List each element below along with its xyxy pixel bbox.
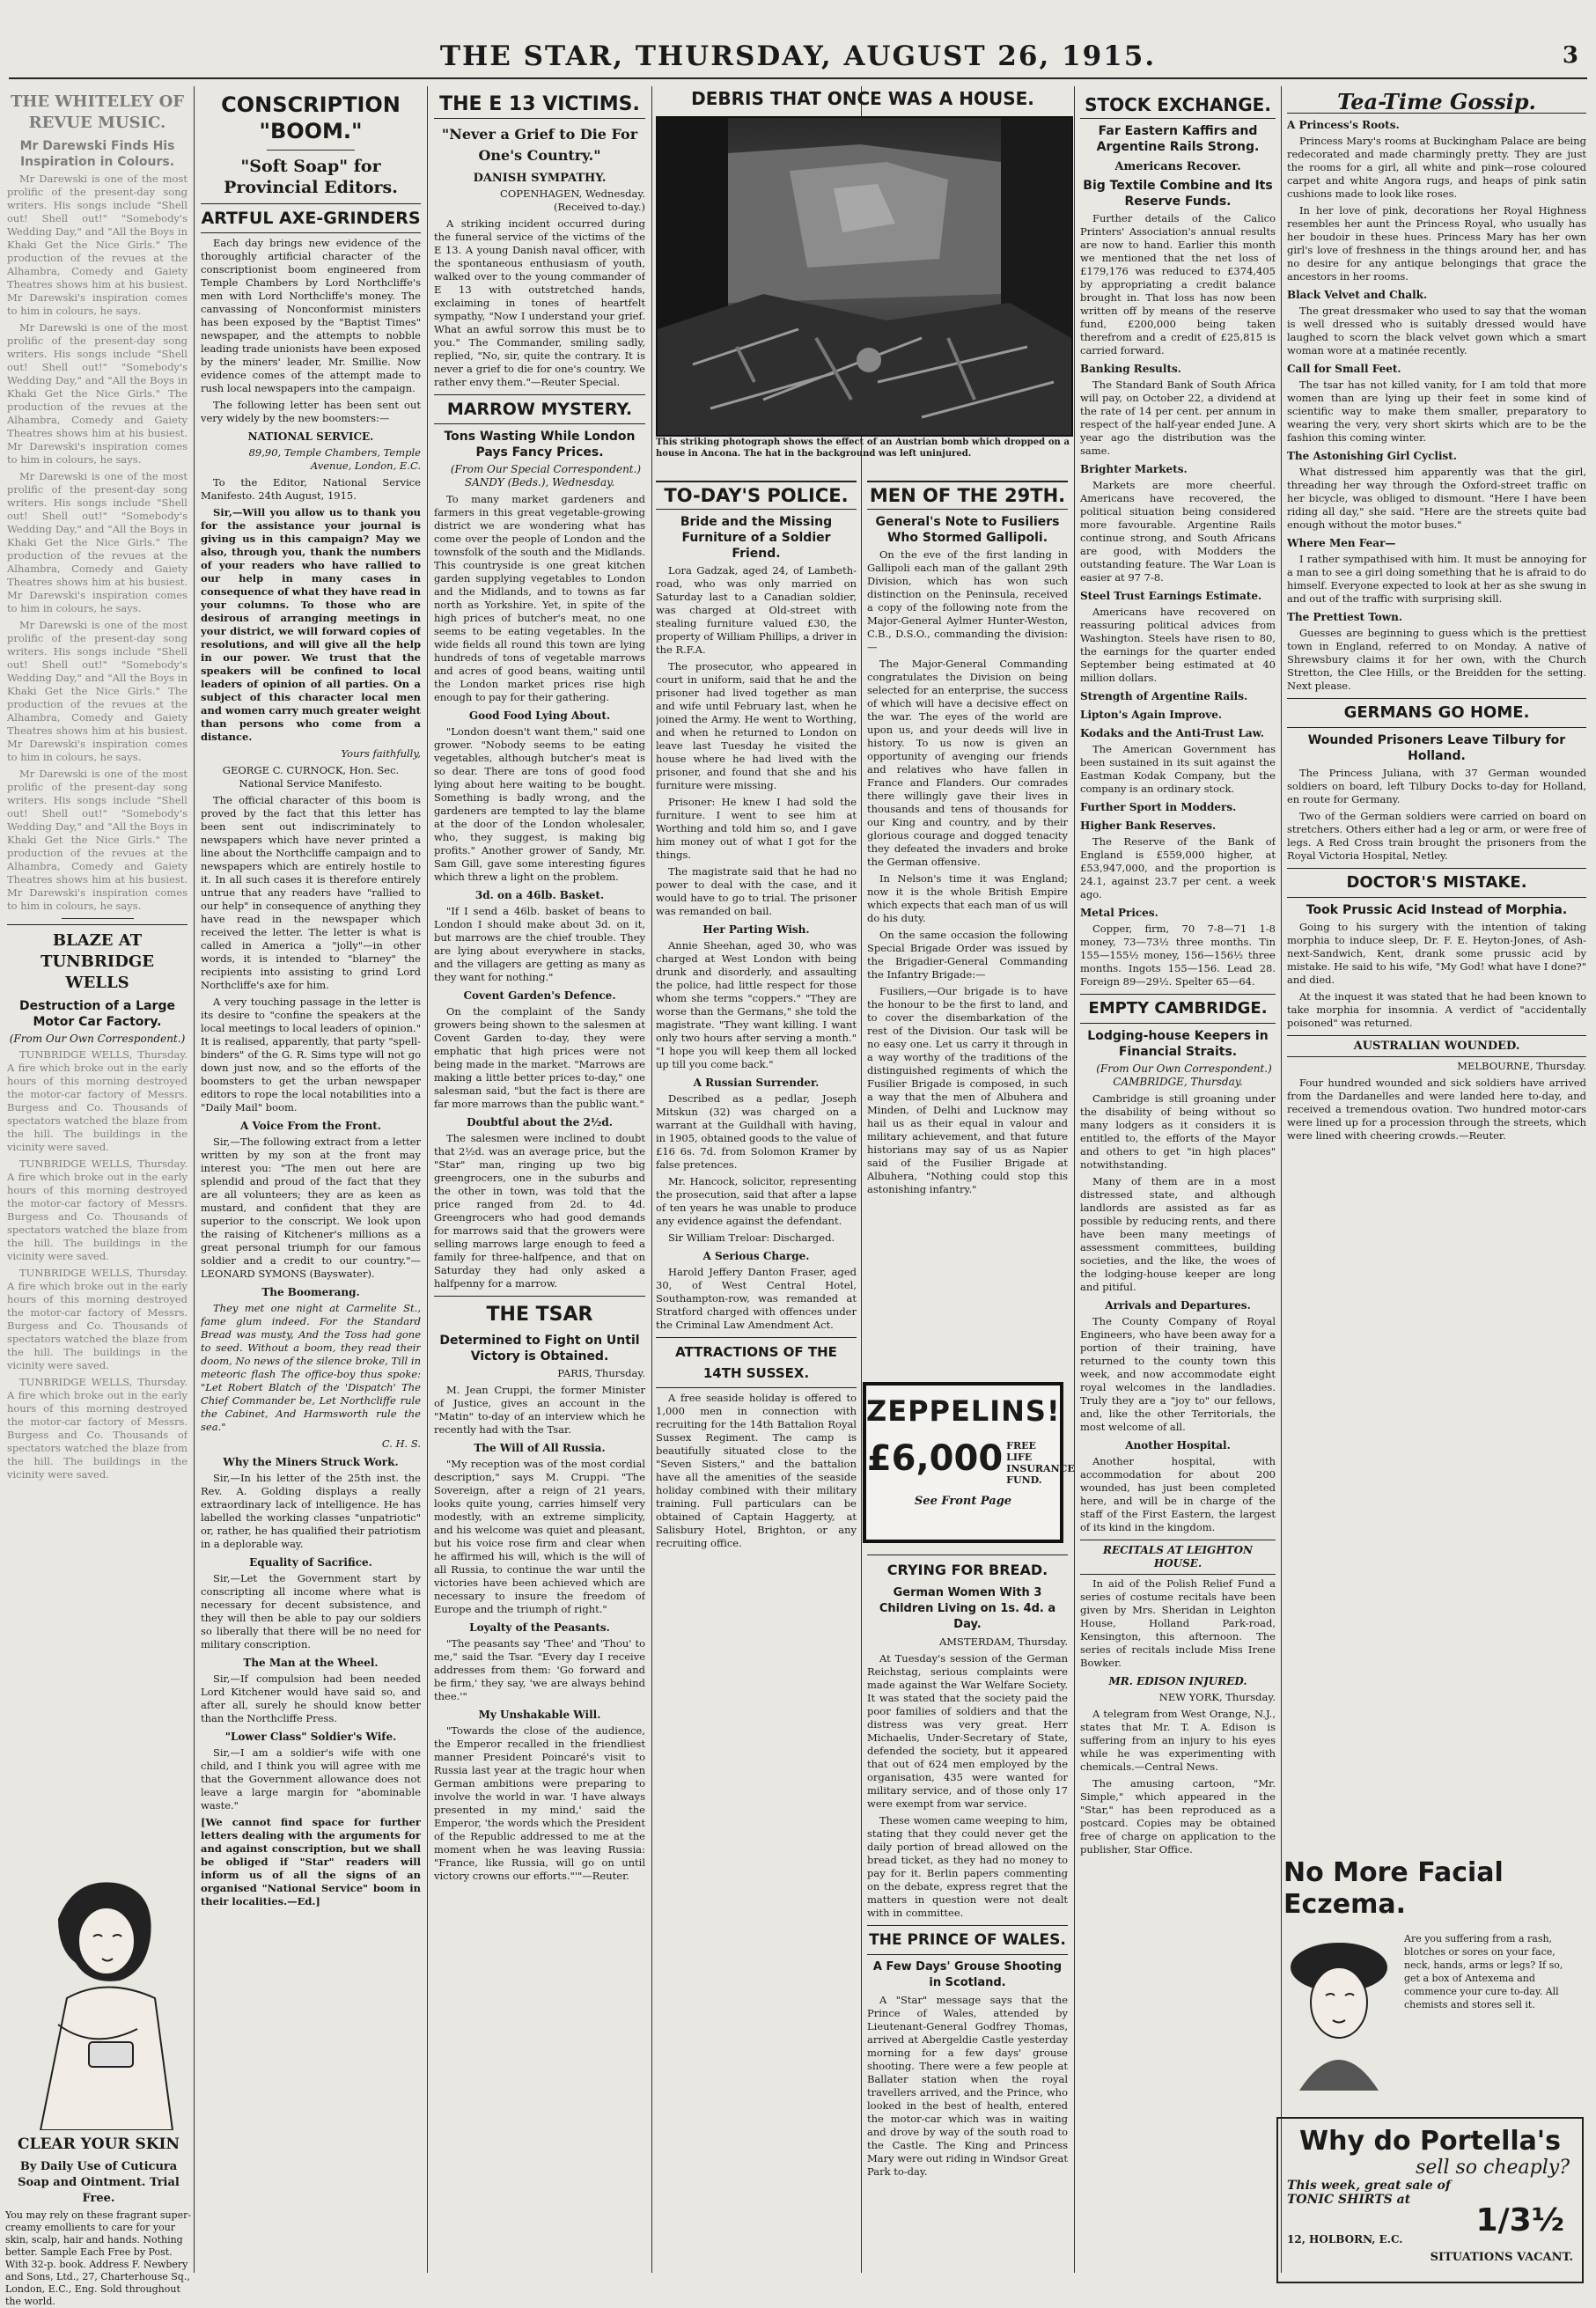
headline-bread: CRYING FOR BREAD.	[867, 1555, 1068, 1581]
section-heading: A Voice From the Front.	[239, 1120, 382, 1132]
column-rule	[194, 86, 195, 2273]
article-text: At the inquest it was stated that he had been known to take morphia for insomnia. A verdict of "accidentally poisoned" was returned.	[1287, 990, 1586, 1029]
newspaper-title: THE STAR, THURSDAY, AUGUST 26, 1915.	[439, 40, 1157, 72]
article-text: The Standard Bank of South Africa will pay, on October 22, a dividend at the rate of 14 per cent. per annum in respect of the half-year ended June. A year ago the distribution was the same.	[1080, 379, 1276, 457]
article-text: TUNBRIDGE WELLS, Thursday. A fire which broke out in the early hours of this morning destroyed the motor-car factory of Messrs. Burgess and Co. Thousands of spectators watched the blaze from the hill. The buildings in the vicinity were saved.	[7, 1158, 188, 1262]
section-heading: The Astonishing Girl Cyclist.	[1287, 450, 1457, 462]
article-text: The American Government has been sustained in its suit against the Eastman Kodak Company, but the company is an ordinary stock.	[1080, 743, 1276, 795]
article-text: A "Star" message says that the Prince of Wales, attended by Lieutenant-General Godfrey Thomas, arrived at Abergeldie Castle yesterday morning for a few days' grouse shooting. There were a few people at Ballater station when the royal travellers arrived, and the Prince, who looked in the best of health, entered the motor-car which was in waiting and drove by way of the south road to the Castle. The King and Princess Mary were out riding in Windsor Great Park to-day.	[867, 1994, 1068, 2178]
column-2	[201, 86, 421, 2269]
article-text: In aid of the Polish Relief Fund a series of costume recitals have been given by Mrs. Sheridan in Leighton House, Holland Park-road, Kensington, this afternoon. The series of recitals include Miss Irene Bowker.	[1080, 1577, 1276, 1669]
column-rule	[651, 86, 652, 2273]
subhead-lodging: Lodging-house Keepers in Financial Straits.	[1087, 1029, 1269, 1059]
subhead-soft-soap: "Soft Soap" for Provincial Editors.	[224, 157, 398, 197]
section-heading: Steel Trust Earnings Estimate.	[1080, 590, 1262, 602]
article-text: Each day brings new evidence of the thoroughly artificial character of the conscriptionist boom engineered from Temple Chambers by Lord Northcliffe's men with Lord Northcliffe's money. The canvassing of Nonconformist ministers has been exposed by the "Baptist Times" newspaper, and the attempts to nobble leading trade unionists have been exposed by the miners' leader, Mr. Smillie. Now evidence comes of the attempt made to rush local newspapers into the campaign.	[201, 237, 421, 394]
headline-e13: THE E 13 VICTIMS.	[434, 92, 645, 119]
article-text: Americans have recovered on reassuring political advices from Washington. Steels have risen to 80, the earnings for the quarter ended September being estimated at 40 million dollars.	[1080, 606, 1276, 684]
ad-headline: No More Facial Eczema.	[1283, 1857, 1504, 1920]
article-text: Mr Darewski is one of the most prolific of the present-day song writers. His songs include "Shell out! Shell out!" "Somebody's Wedding Day," and "All the Boys in Khaki Get the Nice Girls." The production of the revues at the Alhambra, Comedy and Gaiety Theatres shows him at his busiest. Mr Darewski's inspiration comes to him in colours, he says.	[7, 470, 188, 614]
ad-text: This week, great sale of TONIC SHIRTS at	[1287, 2179, 1451, 2207]
subhead-tilbury: Wounded Prisoners Leave Tilbury for Holland.	[1307, 733, 1566, 763]
headline-cambridge: EMPTY CAMBRIDGE.	[1080, 994, 1276, 1024]
headline-recitals: RECITALS AT LEIGHTON HOUSE.	[1080, 1540, 1276, 1575]
article-text: The magistrate said that he had no power to deal with the case, and it would have to go to trial. The prisoner was remanded on bail.	[656, 865, 857, 917]
article-text: Annie Sheehan, aged 30, who was charged at West London with being drunk and disorderly, and assaulting the police, had little respect for those whom she terms "coppers." "They are worse than the Germans," she told the magistrate. "They want killing. I want only two hours after serving a month." "I hope you will keep them all locked up till you come back."	[656, 939, 857, 1070]
subhead-textile: Big Textile Combine and Its Reserve Funds.	[1083, 179, 1273, 209]
section-heading: The Boomerang.	[261, 1286, 360, 1298]
column-7	[1287, 86, 1586, 1842]
article-text: In her love of pink, decorations her Royal Highness resembles her aunt the Princess Royal, who usually has her boudoir in these hues. Princess Mary has her own girl's love of freshness in the things around her, and has no desire for any antique belongings that grace the ancestors in her rooms.	[1287, 204, 1586, 283]
section-heading: "Lower Class" Soldier's Wife.	[224, 1731, 397, 1743]
article-text: Sir,—If compulsion had been needed Lord Kitchener would have said so, and after all, surely he should know better than the Northcliffe Press.	[201, 1672, 421, 1724]
headline-australian: AUSTRALIAN WOUNDED.	[1287, 1035, 1586, 1057]
subhead-tsar: Determined to Fight on Until Victory is Obtained.	[439, 1334, 640, 1363]
headline-doctor: DOCTOR'S MISTAKE.	[1287, 868, 1586, 898]
section-heading: A Princess's Roots.	[1287, 119, 1400, 131]
article-text: Mr. Hancock, solicitor, representing the prosecution, said that after a lapse of ten years he was unable to produce any evidence against the defendant.	[656, 1175, 857, 1227]
section-heading: Banking Results.	[1080, 363, 1181, 375]
letter-address: 89,90, Temple Chambers, Temple Avenue, London, E.C.	[248, 446, 421, 472]
zeppelin-insurance-ad	[863, 1382, 1075, 1543]
ad-headline: Why do Portella's	[1299, 2126, 1561, 2157]
section-heading: Equality of Sacrifice.	[249, 1556, 372, 1569]
debris-image	[658, 118, 1071, 435]
ad-headline: CLEAR YOUR SKIN	[17, 2135, 180, 2153]
section-heading: Covent Garden's Defence.	[463, 989, 616, 1002]
article-text: A striking incident occurred during the funeral service of the victims of the E 13. A young Danish naval officer, with the spontaneous enthusiasm of youth, walked over to the young commander of E 13 with outstretched hands, exclaiming in tones of heartfelt sympathy, "Now I understand your grief. What an awful sorrow this must be to you." The Commander, smiling sadly, replied, "No, sir, quite the contrary. It is never a grief to die for one's country. We rather envy them."—Reuter Special.	[434, 217, 645, 388]
section-heading: Metal Prices.	[1080, 907, 1158, 919]
ad-subhead: sell so cheaply?	[1416, 2157, 1570, 2179]
article-text: Guesses are beginning to guess which is the prettiest town in England, referred to on Monday. A native of Shrewsbury claims it for her own, with the Church Stretton, the Clee Hills, or the Breidden for the setting. Next please.	[1287, 627, 1586, 692]
subhead-marrow: Tons Wasting While London Pays Fancy Prices.	[444, 430, 636, 459]
article-text: Fusiliers,—Our brigade is to have the honour to be the first to land, and to cover the disembarkation of the rest of the Division. Our task will be no easy one. Let us carry it through in a way worthy of the traditions of the distinguished regiments of which the Fusilier Brigade is composed, in such a way that the men of Albuhera and Minden, of Delhi and Lucknow may hail us as their equal in valour and military achievement, and that future historians may say of us as Napier said of the Fusilier Brigade at Albuhera, "Nothing could stop this astonishing infantry."	[867, 985, 1068, 1195]
byline: (From Our Special Correspondent.) SANDY (Beds.), Wednesday.	[450, 463, 642, 489]
column-6	[1080, 86, 1276, 2269]
headline-29th: MEN OF THE 29TH.	[867, 481, 1068, 510]
headline-edison: MR. EDISON INJURED.	[1108, 1675, 1247, 1687]
article-text: The salesmen were inclined to doubt that 2½d. was an average price, but the "Star" man, ringing up two big greengrocers, one in the suburbs and the other in town, was told that the price ranged from 2d. to 4d. Greengrocers who had good demands for marrows said that the growers were selling marrows large enough to feed a family for three-halfpence, and that on Saturday they had only asked a halfpenny for a marrow.	[434, 1132, 645, 1290]
letter-heading: NATIONAL SERVICE.	[247, 430, 374, 443]
article-text: "The peasants say 'Thee' and 'Thou' to me," said the Tsar. "Every day I receive addresses from them: 'Go forward and be firm,' they say, 'we are always behind thee.'"	[434, 1637, 645, 1702]
portella-advertisement	[1276, 2117, 1584, 2283]
section-heading: Lipton's Again Improve.	[1080, 709, 1223, 721]
column-5-top	[867, 475, 1068, 1373]
headline-marrow: MARROW MYSTERY.	[434, 394, 645, 424]
article-text: At Tuesday's session of the German Reichstag, serious complaints were made against the War Welfare Society. It was stated that the society paid the poor families of soldiers and that the distress was very great. Herr Michaelis, Under-Secretary of State, defended the society, but it appeared that out of 624 men employed by the organisation, 435 were wanted for military service, and of those only 17 were exempt from war service.	[867, 1652, 1068, 1810]
dateline: PARIS, Thursday.	[557, 1367, 645, 1379]
section-heading: Another Hospital.	[1125, 1439, 1231, 1452]
headline-conscription: CONSCRIPTION "BOOM."	[221, 92, 401, 143]
article-text: Sir,—I am a soldier's wife with one child, and I think you will agree with me that the Government allowance does not leave a large margin for "abominable waste."	[201, 1746, 421, 1812]
article-text: Two of the German soldiers were carried on board on stretchers. Others either had a leg or arm, or were free of legs. A Red Cross train brought the prisoners from the Royal Victoria Hospital, Netley.	[1287, 810, 1586, 862]
section-heading: Arrivals and Departures.	[1105, 1299, 1251, 1312]
article-text: These women came weeping to him, stating that they could never get the daily portion of bread allowed on the bread ticket, as they had no money to pay for it. Berlin papers commenting on the debate, express regret that the matters in question were not dealt with in committee.	[867, 1814, 1068, 1919]
section-heading: My Unshakable Will.	[478, 1709, 601, 1721]
article-text: "London doesn't want them," said one grower. "Nobody seems to be eating vegetables, although butcher's meat is so dear. There are tons of good food lying about here waiting to be bought. Something is badly wrong, and the gardeners are tempted to lay the blame at the door of the London wholesaler, who, they suggest, is making big profits." Another grower of Sandy, Mr. Sam Gill, gave some interesting figures which threw a light on the problem.	[434, 725, 645, 883]
subhead-axe-grinders: ARTFUL AXE-GRINDERS	[201, 203, 421, 233]
article-text: On the complaint of the Sandy growers being shown to the salesmen at Covent Garden to-day, they were emphatic that high prices were not being made in the market. "Marrows are making a little better prices to-day," one salesman said, "but the fact is there are far more marrows than the public want."	[434, 1005, 645, 1110]
ad-fund-label: FREE LIFE INSURANCE FUND.	[1006, 1440, 1075, 1486]
headline-blaze: BLAZE AT TUNBRIDGE WELLS	[7, 924, 188, 994]
article-text: The following letter has been sent out very widely by the new boomsters:—	[201, 399, 421, 424]
ad-see-front-page: See Front Page	[914, 1495, 1012, 1508]
article-text: Mr Darewski is one of the most prolific of the present-day song writers. His songs include "Shell out! Shell out!" "Somebody's Wedding Day," and "All the Boys in Khaki Get the Nice Girls." The production of the revues at the Alhambra, Comedy and Gaiety Theatres shows him at his busiest. Mr Darewski's inspiration comes to him in colours, he says.	[7, 321, 188, 466]
column-5-bottom	[867, 1549, 1068, 2271]
divider	[62, 918, 134, 919]
article-text: Copper, firm, 70 7-8—71 1-8 money, 73—73½ three months. Tin 155—155½ money, 156—156½ three months. Ingots 155—156. Lead 28. Foreign 89—29½. Spelter 65—64.	[1080, 922, 1276, 988]
article-text: Another hospital, with accommodation for about 200 wounded, has just been completed here, and will be in charge of the staff of the First Eastern, the largest of its kind in the kingdom.	[1080, 1455, 1276, 1533]
debris-photograph	[656, 116, 1073, 437]
section-heading: Her Parting Wish.	[702, 923, 810, 936]
letter-body: Sir,—Will you allow us to thank you for the assistance your journal is giving us in this campaign? May we also, through you, thank the numbers of your readers who have rallied to our help in many cases in consequence of what they have read in your columns. To those who are desirous of arranging meetings in your district, we will forward copies of resolutions, and will give all the help in our power. We trust that the speakers will be confined to local leaders of opinion of all parties. On a subject of this character local men and women carry much greater weight than persons who come from a distance.	[201, 506, 421, 743]
dateline: MELBOURNE, Thursday.	[1457, 1060, 1586, 1072]
article-text: Described as a pedlar, Joseph Mitskun (32) was charged on a warrant at the Guildhall with having, in 1905, obtained goods to the value of £16 6s. 7d. from Solomon Kramer by false pretences.	[656, 1092, 857, 1171]
article-text: The Major-General Commanding congratulates the Division on being selected for an enterprise, the success of which will have a decisive effect on the war. The eyes of the world are upon us, and your deeds will live in history. To us now is given an opportunity of avenging our friends and relatives who have fallen in France and Flanders. Our comrades there willingly gave their lives in thousands and tens of thousands for our King and country, and by their glorious courage and dogged tenacity they defeated the invaders and broke the German offensive.	[867, 658, 1068, 868]
column-rule	[427, 86, 428, 2273]
subhead-fusiliers: General's Note to Fusiliers Who Stormed Gallipoli.	[875, 515, 1060, 545]
article-text: The tsar has not killed vanity, for I am told that more women than are lying up their feet in some kind of scientific way to make them smaller, preparatory to wearing the very, very short skirts which are to be the fashion this coming winter.	[1287, 379, 1586, 444]
headline-sussex: ATTRACTIONS OF THE 14TH SUSSEX.	[656, 1337, 857, 1388]
divider	[267, 150, 355, 151]
ad-amount: £6,000	[866, 1438, 1004, 1479]
article-text: Markets are more cheerful. Americans have recovered, the political situation being considered more favourable. Argentine Rails continue strong, and South Africans are good, with Modders the outstanding feature. The War Loan is easier at 97 7-8.	[1080, 479, 1276, 584]
section-heading: The Will of All Russia.	[474, 1442, 606, 1454]
section-heading: Call for Small Feet.	[1287, 363, 1401, 375]
article-text: Princess Mary's rooms at Buckingham Palace are being redecorated and made charmingly pretty. They are just the rooms for a girl, all white and pink—rose coloured carpet and white Angora rugs, and heaps of pink satin cushions made to look like roses.	[1287, 135, 1586, 200]
ad-price: 1/3½	[1475, 2202, 1564, 2238]
article-text: Mr Darewski is one of the most prolific of the present-day song writers. His songs include "Shell out! Shell out!" "Somebody's Wedding Day," and "All the Boys in Khaki Get the Nice Girls." The production of the revues at the Alhambra, Comedy and Gaiety Theatres shows him at his busiest. Mr Darewski's inspiration comes to him in colours, he says.	[7, 619, 188, 763]
section-heading: The Man at the Wheel.	[243, 1657, 379, 1669]
article-text: "If I send a 46lb. basket of beans to London I should make about 3d. on it, but marrows are the chief trouble. They are lying about everywhere in stacks, and the villagers are getting as many as they want for nothing."	[434, 905, 645, 983]
ad-address: 12, HOLBORN, E.C.	[1287, 2233, 1403, 2246]
article-text: A telegram from West Orange, N.J., states that Mr. T. A. Edison is suffering from an injury to his eyes while he was experimenting with chemicals.—Central News.	[1080, 1708, 1276, 1773]
article-text: Sir,—The following extract from a letter written by my son at the front may interest you: "The men out here are splendid and proud of the fact that they are all volunteers; they are as keen as mustard, and confident that they are superior to the conscript. We look upon the raising of Kitchener's millions as a great personal triumph for our famous soldier and a credit to our country."—LEONARD SYMONS (Bayswater).	[201, 1136, 421, 1280]
masthead	[0, 35, 1596, 79]
headline-police: TO-DAY'S POLICE.	[656, 481, 857, 510]
subhead-grouse: A Few Days' Grouse Shooting in Scotland.	[872, 1960, 1063, 1989]
subhead-americans: Americans Recover.	[1114, 160, 1241, 173]
article-text: To many market gardeners and farmers in this great vegetable-growing district we are wondering what has come over the people of London and the townsfolk of the south and the Midlands. This countryside is one great kitchen garden supplying vegetables to London and the Midlands, and to towns as far north as Yorkshire. Yet, in spite of the high prices of butcher's meat, no one seems to be eating vegetables. In the wide fields all round this town are lying hundreds of tons of vegetable marrows and acres of good beans, waiting until the London market prices rise high enough to pay for their gathering.	[434, 493, 645, 703]
dateline: COPENHAGEN, Wednesday. (Received to-day.)	[500, 187, 645, 213]
section-heading: A Serious Charge.	[702, 1250, 810, 1262]
subhead-danish: DANISH SYMPATHY.	[473, 172, 607, 185]
article-text: M. Jean Cruppi, the former Minister of Justice, gives an account in the "Matin" to-day of an interview which he recently had with the Tsar.	[434, 1384, 645, 1436]
article-text: Further details of the Calico Printers' Association's annual results are now to hand. Earlier this month we mentioned that the net loss of £179,176 was reduced to £374,405 by appropriating a credit balance brought in. That loss has now been written off by means of the reserve fund, £200,000 being taken therefrom and a credit of £25,815 is carried forward.	[1080, 212, 1276, 356]
section-heading: Higher Bank Reserves.	[1080, 820, 1217, 832]
subhead-german-women: German Women With 3 Children Living on 1s. 4d. a Day.	[879, 1586, 1056, 1631]
section-heading: Black Velvet and Chalk.	[1287, 289, 1428, 301]
dateline: AMSTERDAM, Thursday.	[938, 1635, 1068, 1648]
section-heading: Strength of Argentine Rails.	[1080, 690, 1248, 702]
column-1	[7, 86, 188, 1856]
photo-title: DEBRIS THAT ONCE WAS A HOUSE.	[691, 88, 1034, 109]
section-heading: Kodaks and the Anti-Trust Law.	[1080, 727, 1264, 739]
article-text: Sir,—In his letter of the 25th inst. the Rev. A. Golding displays a really extraordinary lack of intelligence. He has labelled the working classes "unpatriotic" or, rather, he has qualified their patriotism in a deplorable way.	[201, 1472, 421, 1550]
ad-subhead: By Daily Use of Cuticura Soap and Ointment. Trial Free.	[18, 2160, 180, 2205]
ad-text: Are you suffering from a rash, blotches or sores on your face, neck, hands, arms or legs? If so, get a box of Antexema and commence your cure to-day. All chemists and stores sell it.	[1404, 1933, 1563, 2010]
masthead-rule	[9, 77, 1587, 79]
subhead-kaffirs: Far Eastern Kaffirs and Argentine Rails Strong.	[1096, 124, 1260, 154]
article-text: "Towards the close of the audience, the Emperor recalled in the friendliest manner President Poincaré's visit to Russia last year at the tragic hour when German ambitions were preparing to involve the world in war. 'I have always presented in my mind,' said the Emperor, 'the words which the President of the Republic addressed to me at the moment when he was leaving Russia: "France, like Russia, will go on until victory crowns our efforts."'"—Reuter.	[434, 1724, 645, 1882]
subhead-bride: Bride and the Missing Furniture of a Soldier Friend.	[680, 515, 833, 561]
column-3	[434, 86, 645, 2269]
article-text: TUNBRIDGE WELLS, Thursday. A fire which broke out in the early hours of this morning destroyed the motor-car factory of Messrs. Burgess and Co. Thousands of spectators watched the blaze from the hill. The buildings in the vicinity were saved.	[7, 1267, 188, 1371]
article-text: The official character of this boom is proved by the fact that this letter has been sent out indiscriminately to newspapers which have never printed a line about the Northcliffe campaign and to newspapers which are entirely hostile to it. In all such cases it is therefore entirely untrue that any readers have "rallied to our help" in consequence of anything they have read in the newspaper which received the letter. The letter is what is called in America a "jolly"—in other words, it is intended to "blarney" the recipients into assisting to grind Lord Northcliffe's axe for him.	[201, 794, 421, 991]
section-heading: Why the Miners Struck Work.	[223, 1456, 399, 1468]
dateline: NEW YORK, Thursday.	[1158, 1691, 1276, 1703]
article-text: The Reserve of the Bank of England is £559,000 higher, at £53,947,000, and the proportion is 24.1, against 23.7 per cent. a week ago.	[1080, 835, 1276, 900]
article-text: Sir William Treloar: Discharged.	[668, 1231, 835, 1244]
article-text: TUNBRIDGE WELLS, Thursday. A fire which broke out in the early hours of this morning destroyed the motor-car factory of Messrs. Burgess and Co. Thousands of spectators watched the blaze from the hill. The buildings in the vicinity were saved.	[7, 1376, 188, 1481]
article-text: In Nelson's time it was England; now it is the whole British Empire which expects that each man of us will do his duty.	[867, 872, 1068, 924]
column-rule	[1074, 86, 1075, 2273]
classified-heading: SITUATIONS VACANT.	[1430, 2251, 1573, 2264]
column-4	[656, 475, 857, 2271]
article-text: Going to his surgery with the intention of taking morphia to induce sleep, Dr. F. E. Heyton-Jones, of Ash-next-Sandwich, Kent, drank some prussic acid by mistake. He said to his wife, "My God! what have I done?" and died.	[1287, 921, 1586, 986]
article-text: I rather sympathised with him. It must be annoying for a man to see a girl doing something that he is afraid to do himself. Everyone expected to look at her as she swung in and out of the traffic with surprising skill.	[1287, 553, 1586, 605]
ad-headline: ZEPPELINS!	[866, 1394, 1061, 1428]
poem-signature: C. H. S.	[381, 1437, 421, 1450]
article-text: Sir,—Let the Government start by conscripting all income where what is necessary for decent subsistence, and they will then be able to pay our soldiers so liberally that there will be no need for military conscription.	[201, 1572, 421, 1650]
letter-signature: GEORGE C. CURNOCK, Hon. Sec. National Service Manifesto.	[222, 764, 400, 790]
byline: (From Our Own Correspondent.) CAMBRIDGE, Thursday.	[1096, 1062, 1272, 1088]
headline-germans: GERMANS GO HOME.	[1287, 698, 1586, 728]
subhead-prussic: Took Prussic Acid Instead of Morphia.	[1305, 903, 1568, 917]
headline-prince: THE PRINCE OF WALES.	[867, 1925, 1068, 1955]
headline-whiteley: THE WHITELEY OF REVUE MUSIC.	[10, 92, 185, 132]
section-heading: Loyalty of the Peasants.	[469, 1621, 610, 1634]
page-number: 3	[1562, 42, 1578, 69]
article-text: On the same occasion the following Special Brigade Order was issued by the Brigadier-General Commanding the Infantry Brigade:—	[867, 929, 1068, 981]
article-text: Mr Darewski is one of the most prolific of the present-day song writers. His songs include "Shell out! Shell out!" "Somebody's Wedding Day," and "All the Boys in Khaki Get the Nice Girls." The production of the revues at the Alhambra, Comedy and Gaiety Theatres shows him at his busiest. Mr Darewski's inspiration comes to him in colours, he says.	[7, 173, 188, 317]
editor-note: [We cannot find space for further letters dealing with the arguments for and against conscription, but we shall be obliged if "Star" readers will inform us of all the signs of an organised "National Service" boom in their localities.—Ed.]	[201, 1816, 421, 1907]
section-heading: Where Men Fear—	[1287, 537, 1396, 549]
section-heading: The Prettiest Town.	[1287, 611, 1402, 623]
article-text: A very touching passage in the letter is its desire to "confine the speakers at the local meetings to local leaders of opinion." It is realised, apparently, that party "spell-binders" of the G. R. Sims type will not go down just now, and so the efforts of the boomsters to get the urban newspaper editors to rope the local notabilities into a "Daily Mail" boom.	[201, 996, 421, 1114]
article-text: Harold Jeffery Danton Fraser, aged 30, of West Central Hotel, Southampton-row, was remanded at Stratford charged with offences under the Criminal Law Amendment Act.	[656, 1266, 857, 1331]
article-text: The prosecutor, who appeared in court in uniform, said that he and the prisoner had lived together as man and wife until February last, when he joined the Army. He went to Worthing, and when he returned to London on leave last Tuesday he visited the house where he had lived with the prisoner, and found that she and his furniture were missing.	[656, 660, 857, 791]
article-text: What distressed him apparently was that the girl, threading her way through the Oxford-street traffic on her bicycle, was obliged to dismount. "Here I have been riding all day," she said. "Here are the streets quite bad enough without the motor buses."	[1287, 466, 1586, 531]
article-text: The amusing cartoon, "Mr. Simple," which appeared in the "Star," has been reproduced as a postcard. Copies may be obtained free of charge on application to the publisher, Star Office.	[1080, 1777, 1276, 1856]
subhead-grief: "Never a Grief to Die For One's Country."	[441, 126, 638, 164]
section-heading: Doubtful about the 2½d.	[467, 1116, 613, 1128]
section-heading: Further Sport in Modders.	[1080, 801, 1237, 813]
article-text: Prisoner: He knew I had sold the furniture. I went to see him at Worthing and told him so, and I gave him money out of what I got for the things.	[656, 796, 857, 861]
cuticura-advertisement	[5, 1866, 192, 2307]
poem-text: They met one night at Carmelite St., fame glum indeed. For the Standard Bread was musty, And the Toss had gone to seed. Without a boom, they read their doom, No news of the silence broke, Till in meteoric flash The office-boy thus spoke: "Let Robert Blatch of the 'Dispatch' The Chief Commander be, Let Northcliffe rule the Cabinet, And Harmsworth rule the sea."	[201, 1302, 421, 1433]
woman-illustration	[5, 1866, 192, 2130]
subhead-blaze: Destruction of a Large Motor Car Factory.	[19, 999, 175, 1029]
letter-recipient: To the Editor, National Service Manifesto. 24th August, 1915.	[201, 476, 421, 502]
ad-text: You may rely on these fragrant super-creamy emollients to care for your skin, scalp, hair and hands. Nothing better. Sample Each Free by Post. With 32-p. book. Address F. Newbery and Sons, Ltd., 27, Charterhouse Sq., London, E.C., Eng. Sold throughout the world.	[5, 2209, 192, 2307]
section-heading: A Russian Surrender.	[693, 1077, 820, 1089]
photo-caption: This striking photograph shows the effect of an Austrian bomb which dropped on a house in Ancona. The hat in the background was left uninjured.	[656, 437, 1070, 459]
article-text: Many of them are in a most distressed state, and although landlords are assisted as far as possible by reducing rents, and there have been many meetings of assessment committees, building societies, and the like, the woes of the lodging-house keeper are long and pitiful.	[1080, 1175, 1276, 1293]
letter-closing: Yours faithfully,	[341, 747, 421, 760]
article-text: The Princess Juliana, with 37 German wounded soldiers on board, left Tilbury Docks to-day for Holland, en route for Germany.	[1287, 767, 1586, 805]
article-text: The great dressmaker who used to say that the woman is well dressed who is suitably dressed would have laughed to scorn the black velvet gown which a smart woman wore at a matinée recently.	[1287, 305, 1586, 356]
article-text: Mr Darewski is one of the most prolific of the present-day song writers. His songs include "Shell out! Shell out!" "Somebody's Wedding Day," and "All the Boys in Khaki Get the Nice Girls." The production of the revues at the Alhambra, Comedy and Gaiety Theatres shows him at his busiest. Mr Darewski's inspiration comes to him in colours, he says.	[7, 768, 188, 912]
section-heading: 3d. on a 46lb. Basket.	[474, 889, 605, 901]
article-text: A free seaside holiday is offered to 1,000 men in connection with recruiting for the 14th Battalion Royal Sussex Regiment. The camp is beautifully situated close to the "Seven Sisters," and the battalion have all the amenities of the seaside holiday combined with their military training. Full particulars can be obtained of Captain Haggerty, at Salisbury Hotel, Brighton, or any recruiting office.	[656, 1392, 857, 1549]
article-text: On the eve of the first landing in Gallipoli each man of the gallant 29th Division, which has won such distinction on the Peninsula, received a copy of the following note from the Major-General Aylmer Hunter-Weston, C.B., D.S.O., commanding the division:—	[867, 548, 1068, 653]
subhead-darewski: Mr Darewski Finds His Inspiration in Colours.	[19, 139, 175, 169]
article-text: "My reception was of the most cordial description," says M. Cruppi. "The Sovereign, after a reign of 21 years, looks quite young, carries himself very modestly, with an extreme simplicity, and his welcome was quiet and pleasant, but his voice rose firm and clear when he affirmed his will, which is the will of all Russia, to continue the war until the victories have been achieved which are necessary to insure the freedom of Europe and the triumph of right."	[434, 1458, 645, 1615]
section-heading: Brighter Markets.	[1080, 463, 1188, 475]
headline-stock-exchange: STOCK EXCHANGE.	[1080, 92, 1276, 119]
headline-tsar: THE TSAR	[434, 1296, 645, 1328]
woman-portrait	[1282, 1932, 1396, 2091]
article-text: TUNBRIDGE WELLS, Thursday. A fire which broke out in the early hours of this morning destroyed the motor-car factory of Messrs. Burgess and Co. Thousands of spectators watched the blaze from the hill. The buildings in the vicinity were saved.	[7, 1048, 188, 1153]
headline-tea-time: Tea-Time Gossip.	[1287, 92, 1586, 114]
section-heading: Good Food Lying About.	[468, 709, 611, 722]
byline: (From Our Own Correspondent.)	[9, 1033, 186, 1045]
article-text: The County Company of Royal Engineers, who have been away for a portion of their training, have returned to the county town this week, and now accommodate eight royal welcomes in the landladies. Truly they are a "joy to" our fellows, and, like the other Territorials, the most welcome of all.	[1080, 1315, 1276, 1433]
article-text: Four hundred wounded and sick soldiers have arrived from the Dardanelles and were landed here to-day, and received a tremendous ovation. Two hundred motor-cars were lined up for a procession through the streets, which were lined with cheering crowds.—Reuter.	[1287, 1077, 1586, 1142]
article-text: Cambridge is still groaning under the disability of being without so many lodgers as it considers it is entitled to, the efforts of the Mayor and others to get "in high places" notwithstanding.	[1080, 1092, 1276, 1171]
eczema-advertisement	[1276, 1857, 1580, 2113]
article-text: Lora Gadzak, aged 24, of Lambeth-road, who was only married on Saturday last to a Canadian soldier, was charged at Old-street with stealing furniture valued £30, the property of William Phillips, a driver in the R.F.A.	[656, 564, 857, 656]
